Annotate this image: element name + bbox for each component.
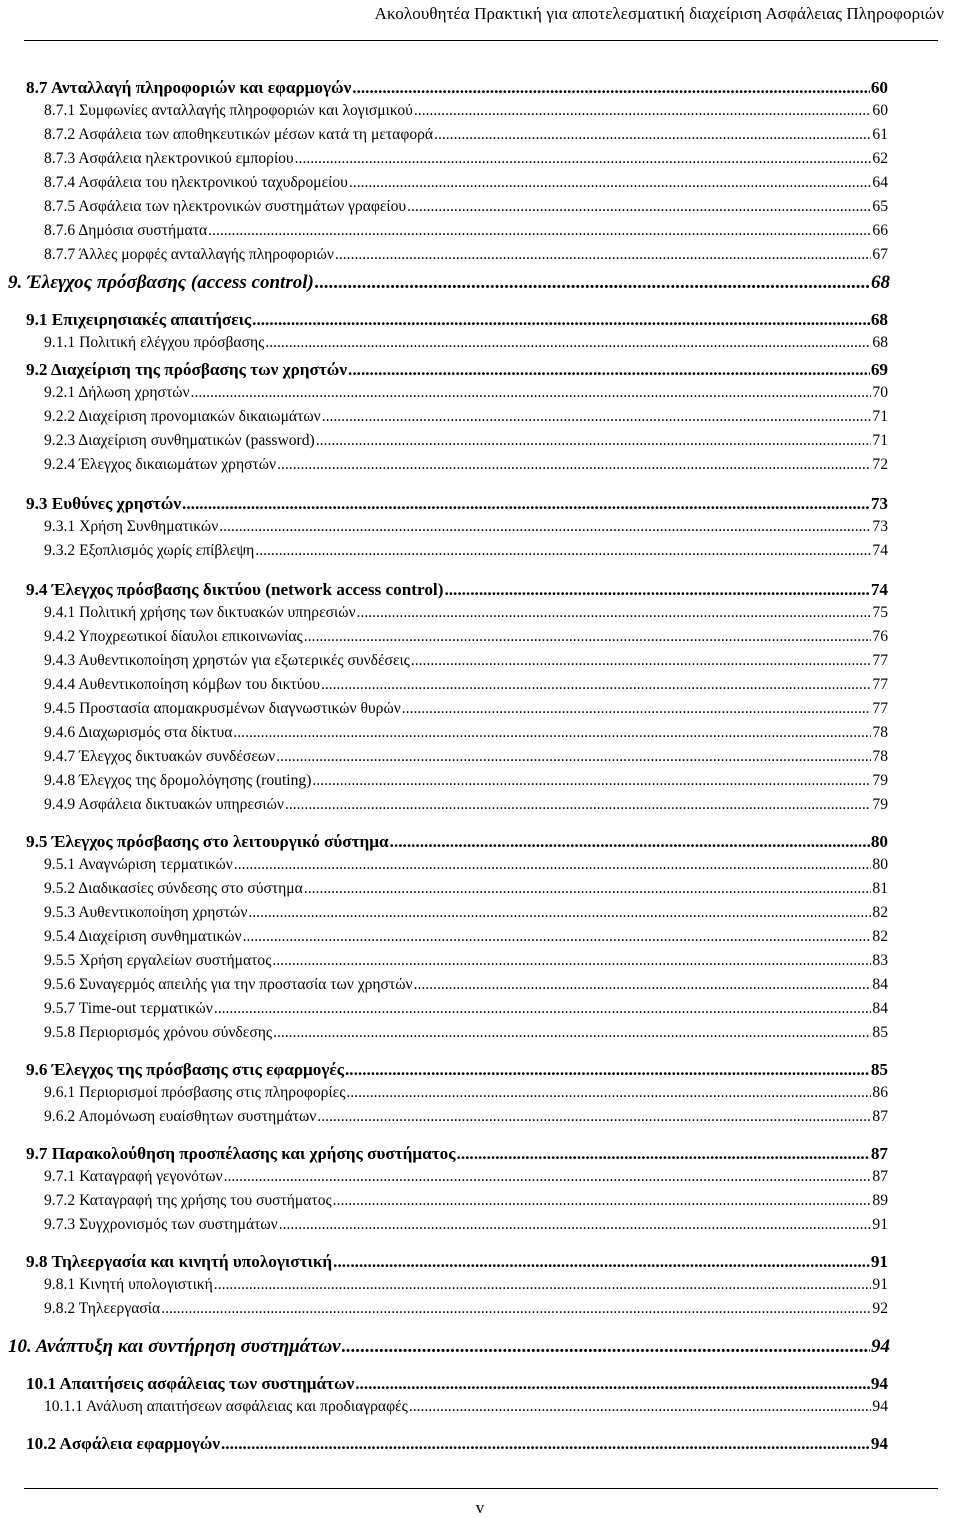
- dot-leader: [402, 700, 872, 718]
- toc-entry-page: 72: [872, 456, 888, 473]
- toc-entry-title: 10.2 Ασφάλεια εφαρμογών: [26, 1434, 220, 1453]
- toc-entry-page: 94: [872, 1398, 888, 1415]
- toc-entry-page: 84: [872, 976, 888, 993]
- dot-leader: [304, 880, 872, 898]
- toc-entry[interactable]: [26, 832, 888, 852]
- toc-entry[interactable]: [44, 334, 888, 352]
- toc-entry[interactable]: [44, 772, 888, 790]
- toc-entry-page: 68: [871, 272, 890, 293]
- toc-entry[interactable]: [26, 360, 888, 380]
- toc-entry-title: 9.5 Έλεγχος πρόσβασης στο λειτουργικό σύστημα: [26, 832, 389, 851]
- toc-entry-page: 71: [872, 408, 888, 425]
- dot-leader: [277, 456, 871, 474]
- header-rule: [24, 40, 938, 41]
- toc-entry-title: 8.7.1 Συμφωνίες ανταλλαγής πληροφοριών και λογισμικού: [44, 102, 413, 119]
- dot-leader: [342, 1336, 870, 1358]
- toc-entry-title: 9.4 Έλεγχος πρόσβασης δικτύου (network access control): [26, 580, 444, 599]
- toc-entry-page: 76: [872, 628, 888, 645]
- toc-entry-title: 9.6.2 Απομόνωση ευαίσθητων συστημάτων: [44, 1108, 317, 1125]
- toc-entry-title: 9.5.7 Time-out τερματικών: [44, 1000, 213, 1017]
- toc-entry-page: 77: [872, 700, 888, 717]
- toc-entry-title: 9.6 Έλεγχος της πρόσβασης στις εφαρμογές: [26, 1060, 344, 1079]
- toc-entry-page: 77: [872, 652, 888, 669]
- dot-leader: [214, 1000, 872, 1018]
- toc-entry[interactable]: [26, 580, 888, 600]
- toc-entry-title: 9. Έλεγχος πρόσβασης (access control): [8, 272, 314, 293]
- toc-entry[interactable]: [44, 628, 888, 646]
- toc-entry-page: 74: [872, 542, 888, 559]
- toc-entry-title: 9.5.4 Διαχείριση συνθηματικών: [44, 928, 242, 945]
- toc-entry-page: 60: [870, 78, 888, 97]
- dot-leader: [279, 1216, 872, 1234]
- dot-leader: [407, 198, 871, 216]
- toc-entry-page: 86: [872, 1084, 888, 1101]
- dot-leader: [182, 494, 870, 514]
- toc-entry-title: 9.3.1 Χρήση Συνθηματικών: [44, 518, 219, 535]
- dot-leader: [348, 360, 870, 380]
- toc-entry-title: 9.4.9 Ασφάλεια δικτυακών υπηρεσιών: [44, 796, 284, 813]
- toc-entry-title: 9.2.2 Διαχείριση προνομιακών δικαιωμάτων: [44, 408, 321, 425]
- toc-entry[interactable]: [44, 1024, 888, 1042]
- toc-entry[interactable]: [44, 904, 888, 922]
- dot-leader: [411, 652, 872, 670]
- toc-entry-title: 9.5.1 Αναγνώριση τερματικών: [44, 856, 233, 873]
- toc-entry-page: 67: [872, 246, 888, 263]
- toc-entry[interactable]: [26, 78, 888, 98]
- toc-entry-title: 8.7.3 Ασφάλεια ηλεκτρονικού εμπορίου: [44, 150, 294, 167]
- toc-entry[interactable]: [44, 384, 888, 402]
- dot-leader: [414, 976, 872, 994]
- toc-entry-page: 80: [872, 856, 888, 873]
- toc-entry-page: 91: [872, 1276, 888, 1293]
- toc-entry-page: 66: [872, 222, 888, 239]
- dot-leader: [161, 1300, 871, 1318]
- toc-entry[interactable]: [44, 518, 888, 536]
- dot-leader: [214, 1276, 872, 1294]
- toc-entry-title: 10.1.1 Ανάλυση απαιτήσεων ασφάλειας και προδιαγραφές: [44, 1398, 408, 1415]
- toc-entry[interactable]: [44, 198, 888, 216]
- toc-entry-title: 9.5.5 Χρήση εργαλείων συστήματος: [44, 952, 272, 969]
- toc-entry-title: 9.1.1 Πολιτική ελέγχου πρόσβασης: [44, 334, 265, 351]
- toc-entry-page: 82: [872, 928, 888, 945]
- toc-entry-title: 8.7 Ανταλλαγή πληροφοριών και εφαρμογών: [26, 78, 352, 97]
- toc-entry[interactable]: [44, 880, 888, 898]
- toc-entry-page: 78: [872, 748, 888, 765]
- toc-entry[interactable]: [44, 246, 888, 264]
- toc-entry-title: 9.4.5 Προστασία απομακρυσμένων διαγνωστικών θυρών: [44, 700, 401, 717]
- dot-leader: [352, 78, 870, 98]
- toc-entry-title: 9.5.8 Περιορισμός χρόνου σύνδεσης: [44, 1024, 273, 1041]
- dot-leader: [191, 384, 872, 402]
- toc-entry[interactable]: [44, 102, 888, 120]
- toc-entry-page: 87: [872, 1108, 888, 1125]
- footer-rule: [24, 1488, 938, 1489]
- toc-entry-title: 8.7.7 Άλλες μορφές ανταλλαγής πληροφοριών: [44, 246, 334, 263]
- dot-leader: [295, 150, 872, 168]
- dot-leader: [414, 102, 872, 120]
- toc-entry-title: 9.7.1 Καταγραφή γεγονότων: [44, 1168, 223, 1185]
- toc-entry[interactable]: [44, 748, 888, 766]
- dot-leader: [335, 246, 871, 264]
- dot-leader: [285, 796, 871, 814]
- dot-leader: [321, 676, 871, 694]
- dot-leader: [355, 1374, 870, 1394]
- toc-entry[interactable]: [44, 856, 888, 874]
- toc-entry-title: 8.7.2 Ασφάλεια των αποθηκευτικών μέσων κατά τη μεταφορά: [44, 126, 434, 143]
- toc-entry-title: 8.7.6 Δημόσια συστήματα: [44, 222, 208, 239]
- toc-entry-title: 9.4.3 Αυθεντικοποίηση χρηστών για εξωτερικές συνδέσεις: [44, 652, 410, 669]
- toc-entry[interactable]: [44, 1084, 888, 1102]
- toc-entry[interactable]: [44, 1300, 888, 1318]
- toc-entry-page: 91: [872, 1216, 888, 1233]
- toc-entry-page: 83: [872, 952, 888, 969]
- dot-leader: [221, 1434, 870, 1454]
- toc-entry-title: 9.8.1 Κινητή υπολογιστική: [44, 1276, 213, 1293]
- toc-entry-title: 9.7.3 Συγχρονισμός των συστημάτων: [44, 1216, 278, 1233]
- dot-leader: [322, 408, 872, 426]
- toc-entry-page: 68: [870, 310, 888, 329]
- toc-entry-page: 87: [870, 1144, 888, 1163]
- toc-entry-title: 9.5.3 Αυθεντικοποίηση χρηστών: [44, 904, 248, 921]
- toc-entry-page: 73: [872, 518, 888, 535]
- toc-entry-title: 9.2.4 Έλεγχος δικαιωμάτων χρηστών: [44, 456, 277, 473]
- toc-entry-page: 61: [872, 126, 888, 143]
- dot-leader: [304, 628, 872, 646]
- dot-leader: [265, 334, 871, 352]
- toc-entry[interactable]: [26, 1144, 888, 1164]
- toc-entry-page: 77: [872, 676, 888, 693]
- dot-leader: [208, 222, 871, 240]
- dot-leader: [349, 174, 872, 192]
- toc-entry[interactable]: [44, 542, 888, 560]
- toc-entry-title: 9.4.4 Αυθεντικοποίηση κόμβων του δικτύου: [44, 676, 320, 693]
- toc-entry-page: 68: [872, 334, 888, 351]
- toc-entry-title: 8.7.5 Ασφάλεια των ηλεκτρονικών συστημάτων γραφείου: [44, 198, 407, 215]
- dot-leader: [457, 1144, 870, 1164]
- toc-entry[interactable]: [26, 1060, 888, 1080]
- toc-entry[interactable]: [44, 1168, 888, 1186]
- dot-leader: [317, 1108, 871, 1126]
- toc-entry-title: 9.8.2 Τηλεεργασία: [44, 1300, 161, 1317]
- toc-entry-page: 89: [872, 1192, 888, 1209]
- toc-entry-title: 9.4.6 Διαχωρισμός στα δίκτυα: [44, 724, 233, 741]
- dot-leader: [272, 952, 871, 970]
- running-header: Ακολουθητέα Πρακτική για αποτελεσματική διαχείριση Ασφάλειας Πληροφοριών: [374, 4, 944, 23]
- toc-entry[interactable]: [8, 272, 890, 294]
- toc-entry-page: 94: [870, 1434, 888, 1453]
- dot-leader: [434, 126, 871, 144]
- toc-entry-title: 9.2 Διαχείριση της πρόσβασης των χρηστών: [26, 360, 348, 379]
- dot-leader: [248, 904, 871, 922]
- dot-leader: [444, 580, 869, 600]
- toc-entry-page: 85: [872, 1024, 888, 1041]
- dot-leader: [273, 1024, 871, 1042]
- toc-entry-page: 80: [870, 832, 888, 851]
- toc-entry[interactable]: [44, 222, 888, 240]
- toc-entry-page: 87: [872, 1168, 888, 1185]
- toc-entry[interactable]: [8, 1336, 890, 1358]
- toc-entry[interactable]: [26, 1374, 888, 1394]
- dot-leader: [219, 518, 871, 536]
- toc-entry-page: 74: [870, 580, 888, 599]
- toc-entry-title: 9.4.8 Έλεγχος της δρομολόγησης (routing): [44, 772, 312, 789]
- dot-leader: [390, 832, 870, 852]
- toc-entry[interactable]: [44, 126, 888, 144]
- toc-entry-page: 81: [872, 880, 888, 897]
- toc-entry-page: 94: [870, 1374, 888, 1393]
- toc-entry[interactable]: [44, 700, 888, 718]
- toc-entry-page: 94: [871, 1336, 890, 1357]
- toc-entry-title: 9.3.2 Εξοπλισμός χωρίς επίβλεψη: [44, 542, 255, 559]
- toc-entry[interactable]: [44, 432, 888, 450]
- toc-entry[interactable]: [44, 1000, 888, 1018]
- dot-leader: [233, 724, 871, 742]
- toc-entry[interactable]: [44, 1276, 888, 1294]
- dot-leader: [243, 928, 872, 946]
- toc-entry-title: 9.7 Παρακολούθηση προσπέλασης και χρήσης συστήματος: [26, 1144, 456, 1163]
- dot-leader: [252, 310, 870, 330]
- dot-leader: [333, 1252, 870, 1272]
- toc-entry[interactable]: [44, 796, 888, 814]
- toc-entry[interactable]: [44, 1108, 888, 1126]
- dot-leader: [346, 1084, 871, 1102]
- toc-entry-page: 69: [870, 360, 888, 379]
- toc-entry-title: 9.4.7 Έλεγχος δικτυακών συνδέσεων: [44, 748, 276, 765]
- toc-entry[interactable]: [44, 976, 888, 994]
- toc-entry-page: 82: [872, 904, 888, 921]
- toc-entry[interactable]: [44, 456, 888, 474]
- toc-entry[interactable]: [44, 604, 888, 622]
- toc-entry-page: 75: [872, 604, 888, 621]
- toc-entry-title: 9.6.1 Περιορισμοί πρόσβασης στις πληροφορίες: [44, 1084, 346, 1101]
- toc-entry-title: 8.7.4 Ασφάλεια του ηλεκτρονικού ταχυδρομείου: [44, 174, 348, 191]
- dot-leader: [315, 272, 870, 294]
- toc-entry-title: 9.8 Τηλεεργασία και κινητή υπολογιστική: [26, 1252, 333, 1271]
- toc-entry-page: 79: [872, 772, 888, 789]
- toc-entry[interactable]: [44, 1398, 888, 1416]
- toc-entry-page: 62: [872, 150, 888, 167]
- toc-entry-title: 9.1 Επιχειρησιακές απαιτήσεις: [26, 310, 252, 329]
- toc-entry[interactable]: [26, 494, 888, 514]
- toc-entry[interactable]: [44, 676, 888, 694]
- dot-leader: [312, 772, 871, 790]
- dot-leader: [409, 1398, 872, 1416]
- toc-entry-page: 71: [872, 432, 888, 449]
- toc-entry[interactable]: [44, 408, 888, 426]
- dot-leader: [276, 748, 871, 766]
- toc-entry-title: 9.3 Ευθύνες χρηστών: [26, 494, 182, 513]
- dot-leader: [255, 542, 871, 560]
- toc-entry-page: 73: [870, 494, 888, 513]
- toc-entry[interactable]: [44, 724, 888, 742]
- toc-entry[interactable]: [44, 952, 888, 970]
- toc-entry-title: 10. Ανάπτυξη και συντήρηση συστημάτων: [8, 1336, 341, 1357]
- toc-entry[interactable]: [44, 652, 888, 670]
- toc-entry-page: 65: [872, 198, 888, 215]
- toc-entry-page: 60: [872, 102, 888, 119]
- toc-entry-title: 10.1 Απαιτήσεις ασφάλειας των συστημάτων: [26, 1374, 355, 1393]
- toc-entry[interactable]: [26, 310, 888, 330]
- toc-entry-title: 9.4.2 Υποχρεωτικοί δίαυλοι επικοινωνίας: [44, 628, 303, 645]
- toc-entry-title: 9.7.2 Καταγραφή της χρήσης του συστήματος: [44, 1192, 332, 1209]
- toc-entry-title: 9.5.6 Συναγερμός απειλής για την προστασία των χρηστών: [44, 976, 413, 993]
- toc-entry-title: 9.5.2 Διαδικασίες σύνδεσης στο σύστημα: [44, 880, 303, 897]
- toc-entry-page: 70: [872, 384, 888, 401]
- toc-entry[interactable]: [44, 1192, 888, 1210]
- dot-leader: [345, 1060, 870, 1080]
- toc-entry[interactable]: [26, 1434, 888, 1454]
- toc-entry-page: 92: [872, 1300, 888, 1317]
- toc-entry-page: 85: [870, 1060, 888, 1079]
- toc-entry[interactable]: [44, 928, 888, 946]
- dot-leader: [234, 856, 872, 874]
- toc-entry[interactable]: [44, 150, 888, 168]
- dot-leader: [333, 1192, 872, 1210]
- toc-entry-page: 64: [872, 174, 888, 191]
- toc-entry-title: 9.2.1 Δήλωση χρηστών: [44, 384, 190, 401]
- toc-entry-page: 84: [872, 1000, 888, 1017]
- toc-entry[interactable]: [44, 1216, 888, 1234]
- toc-entry-page: 79: [872, 796, 888, 813]
- dot-leader: [224, 1168, 872, 1186]
- page-number: v: [475, 1498, 485, 1517]
- toc-entry-title: 9.4.1 Πολιτική χρήσης των δικτυακών υπηρεσιών: [44, 604, 356, 621]
- toc-entry-title: 9.2.3 Διαχείριση συνθηματικών (password): [44, 432, 315, 449]
- toc-entry-page: 78: [872, 724, 888, 741]
- dot-leader: [357, 604, 872, 622]
- toc-entry[interactable]: [44, 174, 888, 192]
- toc-entry[interactable]: [26, 1252, 888, 1272]
- dot-leader: [316, 432, 872, 450]
- toc-entry-page: 91: [870, 1252, 888, 1271]
